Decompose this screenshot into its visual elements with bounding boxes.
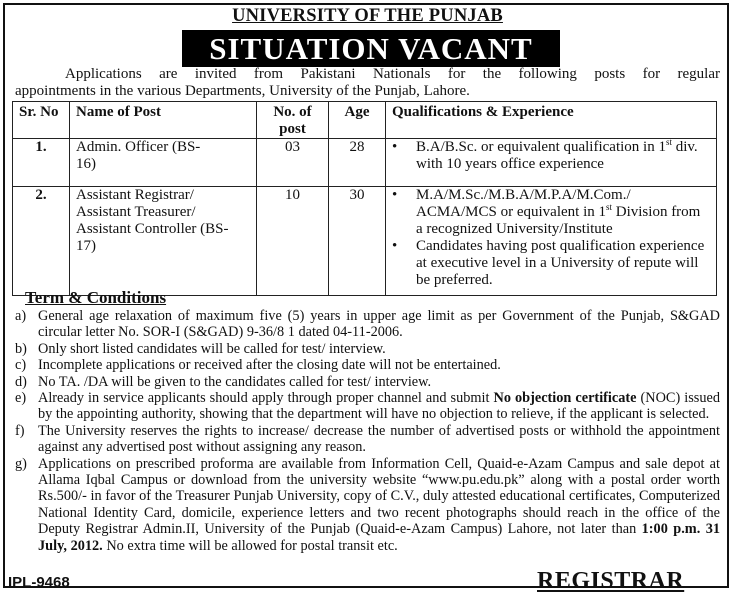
qualification-item: • Candidates having post qualification experience at executive level in a University of repute will be preferred.	[392, 238, 710, 289]
cell-no-of-post: 10	[257, 187, 329, 296]
cell-sr: 1.	[13, 139, 70, 187]
cell-no-of-post: 03	[257, 139, 329, 187]
cell-qualifications	[386, 139, 717, 187]
reference-code: IPL-9468	[8, 574, 70, 591]
term-item: g) Applications on prescribed proforma are available from Information Cell, Quaid-e-Azam Campus and sale depot at Allama Iqbal Campus or download from the university website “www.pu.edu.pk” along with a postal order worth Rs.500/- in favor of the Treasurer Punjab University, copy of C.V., duly attested educational certificates, Computerized National Identity Card, domicile, experience letters and two recent photographs should reach in the office of the Deputy Registrar Admin.II, University of the Punjab (Quaid-e-Azam Campus) Lahore, not later than 1:00 p.m. 31 July, 2012. No extra time will be allowed for postal transit etc.	[15, 455, 720, 554]
col-header-name-of-post: Name of Post	[70, 102, 257, 139]
intro-line-2: appointments in the various Departments, University of the Punjab, Lahore.	[15, 83, 470, 99]
terms-list	[15, 308, 720, 554]
cell-post-name: Assistant Registrar/ Assistant Treasurer/ Assistant Controller (BS-17)	[70, 187, 257, 296]
cell-sr: 2.	[13, 187, 70, 296]
university-title: UNIVERSITY OF THE PUNJAB	[232, 6, 503, 26]
term-item: b) Only short listed candidates will be called for test/ interview.	[15, 340, 386, 357]
term-item: d) No TA. /DA will be given to the candidates called for test/ interview.	[15, 373, 432, 390]
cell-age: 30	[329, 187, 386, 296]
table-row	[13, 187, 717, 296]
term-item: e) Already in service applicants should apply through proper channel and submit No objection certificate (NOC) issued by the appointing authority, showing that the department will have no objection to relieve, if the applicant is selected.	[15, 390, 720, 423]
intro-paragraph	[15, 66, 720, 100]
col-header-no-of-post: No. of post	[257, 102, 329, 139]
cell-age: 28	[329, 139, 386, 187]
intro-line-1: Applications are invited from Pakistani Nationals for the following posts for regular	[65, 66, 720, 82]
col-header-qualifications: Qualifications & Experience	[386, 102, 717, 139]
cell-post-name: Admin. Officer (BS-16)	[70, 139, 257, 187]
table-header-row	[13, 102, 717, 139]
term-item: c) Incomplete applications or received after the closing date will not be entertained.	[15, 357, 501, 374]
col-header-sr-no: Sr. No	[13, 102, 70, 139]
terms-heading: Term & Conditions	[25, 288, 167, 307]
qualification-item: • M.A/M.Sc./M.B.A/M.P.A/M.Com./ ACMA/MCS or equivalent in 1st Division from a recognized University/Institute	[392, 187, 710, 238]
signatory: REGISTRAR	[537, 568, 685, 594]
term-item: f) The University reserves the rights to increase/ decrease the number of advertised posts or withhold the appointment against any advertised post without assigning any reason.	[15, 422, 720, 456]
table-row	[13, 139, 717, 187]
term-item: a) General age relaxation of maximum five (5) years in upper age limit as per Government of the Punjab, S&GAD circular letter No. SOR-I (S&GAD) 9-36/8 1 dated 04-11-2006.	[15, 308, 720, 341]
cell-qualifications	[386, 187, 717, 296]
situation-vacant-banner: SITUATION VACANT	[182, 30, 560, 67]
qualification-item: • B.A/B.Sc. or equivalent qualification in 1st div. with 10 years office experience	[392, 139, 710, 173]
col-header-age: Age	[329, 102, 386, 139]
posts-table	[12, 101, 717, 296]
